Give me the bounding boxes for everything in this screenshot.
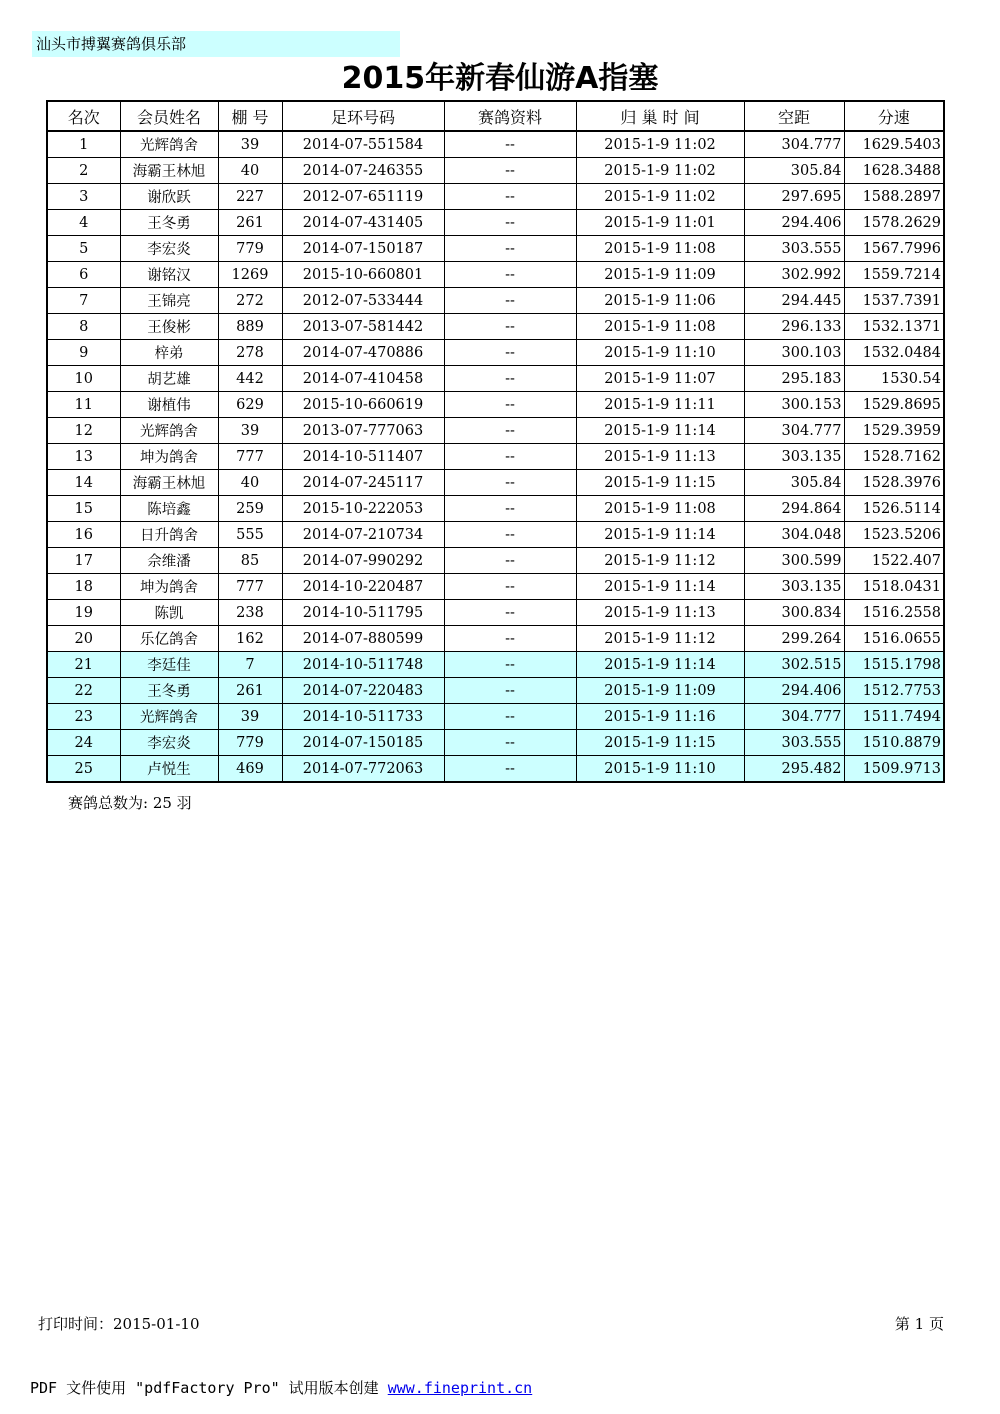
cell-ring-number: 2014-10-220487 (282, 574, 444, 600)
cell-rank: 13 (47, 444, 120, 470)
cell-pigeon-info: -- (444, 131, 576, 158)
cell-rank: 8 (47, 314, 120, 340)
cell-arrival-time: 2015-1-9 11:13 (576, 444, 744, 470)
cell-speed: 1515.1798 (844, 652, 944, 678)
cell-loft-number: 777 (218, 444, 282, 470)
cell-speed: 1528.3976 (844, 470, 944, 496)
cell-loft-number: 779 (218, 236, 282, 262)
cell-arrival-time: 2015-1-9 11:14 (576, 652, 744, 678)
cell-speed: 1559.7214 (844, 262, 944, 288)
cell-member-name: 李宏炎 (120, 236, 218, 262)
cell-distance: 295.183 (744, 366, 844, 392)
results-table (46, 100, 945, 783)
cell-rank: 17 (47, 548, 120, 574)
cell-loft-number: 227 (218, 184, 282, 210)
table-header-row (47, 101, 944, 131)
cell-ring-number: 2014-07-470886 (282, 340, 444, 366)
cell-arrival-time: 2015-1-9 11:08 (576, 496, 744, 522)
cell-ring-number: 2014-07-245117 (282, 470, 444, 496)
cell-rank: 20 (47, 626, 120, 652)
cell-ring-number: 2014-07-990292 (282, 548, 444, 574)
table-row (47, 574, 944, 600)
col-header-speed: 分速 (844, 101, 944, 131)
cell-arrival-time: 2015-1-9 11:14 (576, 418, 744, 444)
cell-pigeon-info: -- (444, 704, 576, 730)
cell-speed: 1529.8695 (844, 392, 944, 418)
cell-distance: 302.515 (744, 652, 844, 678)
cell-member-name: 梓弟 (120, 340, 218, 366)
cell-loft-number: 889 (218, 314, 282, 340)
cell-rank: 2 (47, 158, 120, 184)
cell-ring-number: 2014-07-431405 (282, 210, 444, 236)
cell-pigeon-info: -- (444, 496, 576, 522)
cell-pigeon-info: -- (444, 210, 576, 236)
cell-loft-number: 39 (218, 704, 282, 730)
cell-speed: 1510.8879 (844, 730, 944, 756)
cell-arrival-time: 2015-1-9 11:10 (576, 756, 744, 783)
cell-member-name: 李廷佳 (120, 652, 218, 678)
cell-distance: 302.992 (744, 262, 844, 288)
cell-ring-number: 2014-07-772063 (282, 756, 444, 783)
cell-loft-number: 1269 (218, 262, 282, 288)
cell-ring-number: 2013-07-777063 (282, 418, 444, 444)
cell-distance: 300.599 (744, 548, 844, 574)
cell-rank: 9 (47, 340, 120, 366)
cell-pigeon-info: -- (444, 678, 576, 704)
cell-ring-number: 2014-07-880599 (282, 626, 444, 652)
cell-arrival-time: 2015-1-9 11:14 (576, 522, 744, 548)
cell-speed: 1526.5114 (844, 496, 944, 522)
cell-member-name: 坤为鸽舍 (120, 444, 218, 470)
cell-member-name: 王俊彬 (120, 314, 218, 340)
cell-ring-number: 2014-07-246355 (282, 158, 444, 184)
cell-arrival-time: 2015-1-9 11:08 (576, 314, 744, 340)
cell-member-name: 王锦亮 (120, 288, 218, 314)
cell-distance: 294.864 (744, 496, 844, 522)
cell-distance: 294.406 (744, 210, 844, 236)
cell-speed: 1522.407 (844, 548, 944, 574)
cell-pigeon-info: -- (444, 522, 576, 548)
cell-distance: 304.777 (744, 704, 844, 730)
cell-distance: 303.135 (744, 574, 844, 600)
cell-pigeon-info: -- (444, 262, 576, 288)
cell-rank: 1 (47, 131, 120, 158)
table-row (47, 626, 944, 652)
table-row (47, 184, 944, 210)
page-title: 2015年新春仙游A指塞 (341, 61, 659, 96)
cell-rank: 11 (47, 392, 120, 418)
cell-speed: 1588.2897 (844, 184, 944, 210)
cell-pigeon-info: -- (444, 184, 576, 210)
cell-rank: 6 (47, 262, 120, 288)
cell-pigeon-info: -- (444, 366, 576, 392)
cell-distance: 303.555 (744, 730, 844, 756)
cell-speed: 1532.1371 (844, 314, 944, 340)
cell-ring-number: 2014-07-150185 (282, 730, 444, 756)
cell-distance: 304.048 (744, 522, 844, 548)
cell-rank: 15 (47, 496, 120, 522)
cell-loft-number: 261 (218, 678, 282, 704)
cell-arrival-time: 2015-1-9 11:02 (576, 184, 744, 210)
cell-arrival-time: 2015-1-9 11:12 (576, 626, 744, 652)
cell-pigeon-info: -- (444, 600, 576, 626)
table-row (47, 314, 944, 340)
cell-loft-number: 7 (218, 652, 282, 678)
col-header-rank: 名次 (47, 101, 120, 131)
table-row (47, 600, 944, 626)
cell-rank: 19 (47, 600, 120, 626)
page-number: 第 1 页 (894, 1315, 944, 1333)
cell-member-name: 海霸王林旭 (120, 158, 218, 184)
cell-arrival-time: 2015-1-9 11:11 (576, 392, 744, 418)
cell-ring-number: 2012-07-533444 (282, 288, 444, 314)
cell-ring-number: 2014-07-150187 (282, 236, 444, 262)
cell-loft-number: 777 (218, 574, 282, 600)
cell-pigeon-info: -- (444, 652, 576, 678)
cell-member-name: 乐亿鸽舍 (120, 626, 218, 652)
cell-rank: 10 (47, 366, 120, 392)
table-row (47, 496, 944, 522)
cell-pigeon-info: -- (444, 444, 576, 470)
cell-arrival-time: 2015-1-9 11:07 (576, 366, 744, 392)
cell-loft-number: 555 (218, 522, 282, 548)
cell-loft-number: 469 (218, 756, 282, 783)
cell-arrival-time: 2015-1-9 11:06 (576, 288, 744, 314)
col-header-arrival: 归 巢 时 间 (576, 101, 744, 131)
cell-member-name: 坤为鸽舍 (120, 574, 218, 600)
cell-arrival-time: 2015-1-9 11:02 (576, 158, 744, 184)
club-name: 汕头市搏翼赛鸽俱乐部 (32, 31, 400, 57)
table-row (47, 131, 944, 158)
cell-speed: 1529.3959 (844, 418, 944, 444)
cell-ring-number: 2014-10-511795 (282, 600, 444, 626)
table-row (47, 366, 944, 392)
cell-ring-number: 2014-10-511748 (282, 652, 444, 678)
cell-speed: 1509.9713 (844, 756, 944, 783)
cell-loft-number: 442 (218, 366, 282, 392)
cell-pigeon-info: -- (444, 340, 576, 366)
cell-arrival-time: 2015-1-9 11:09 (576, 262, 744, 288)
cell-loft-number: 238 (218, 600, 282, 626)
cell-arrival-time: 2015-1-9 11:13 (576, 600, 744, 626)
table-row (47, 210, 944, 236)
cell-ring-number: 2014-10-511733 (282, 704, 444, 730)
cell-speed: 1511.7494 (844, 704, 944, 730)
cell-arrival-time: 2015-1-9 11:08 (576, 236, 744, 262)
col-header-member: 会员姓名 (120, 101, 218, 131)
cell-speed: 1516.0655 (844, 626, 944, 652)
cell-member-name: 陈凯 (120, 600, 218, 626)
cell-arrival-time: 2015-1-9 11:02 (576, 131, 744, 158)
cell-distance: 305.84 (744, 470, 844, 496)
table-row (47, 392, 944, 418)
cell-speed: 1628.3488 (844, 158, 944, 184)
table-row (47, 730, 944, 756)
cell-distance: 305.84 (744, 158, 844, 184)
cell-ring-number: 2014-07-210734 (282, 522, 444, 548)
cell-member-name: 王冬勇 (120, 210, 218, 236)
cell-loft-number: 162 (218, 626, 282, 652)
cell-distance: 295.482 (744, 756, 844, 783)
cell-arrival-time: 2015-1-9 11:09 (576, 678, 744, 704)
cell-distance: 296.133 (744, 314, 844, 340)
pdf-creator-note (30, 1377, 532, 1398)
cell-speed: 1523.5206 (844, 522, 944, 548)
table-row (47, 262, 944, 288)
cell-ring-number: 2015-10-222053 (282, 496, 444, 522)
cell-rank: 16 (47, 522, 120, 548)
cell-member-name: 光辉鸽舍 (120, 704, 218, 730)
table-row (47, 756, 944, 783)
cell-pigeon-info: -- (444, 314, 576, 340)
cell-distance: 303.135 (744, 444, 844, 470)
cell-arrival-time: 2015-1-9 11:14 (576, 574, 744, 600)
cell-pigeon-info: -- (444, 730, 576, 756)
cell-member-name: 李宏炎 (120, 730, 218, 756)
cell-speed: 1516.2558 (844, 600, 944, 626)
cell-pigeon-info: -- (444, 236, 576, 262)
table-row (47, 236, 944, 262)
cell-member-name: 佘维潘 (120, 548, 218, 574)
cell-member-name: 谢欣跃 (120, 184, 218, 210)
cell-distance: 304.777 (744, 131, 844, 158)
cell-member-name: 光辉鸽舍 (120, 418, 218, 444)
cell-distance: 300.834 (744, 600, 844, 626)
cell-pigeon-info: -- (444, 392, 576, 418)
cell-speed: 1518.0431 (844, 574, 944, 600)
table-row (47, 652, 944, 678)
cell-pigeon-info: -- (444, 548, 576, 574)
cell-loft-number: 272 (218, 288, 282, 314)
total-count: 赛鸽总数为: 25 羽 (68, 794, 192, 812)
cell-ring-number: 2014-10-511407 (282, 444, 444, 470)
cell-member-name: 谢植伟 (120, 392, 218, 418)
cell-arrival-time: 2015-1-9 11:12 (576, 548, 744, 574)
table-row (47, 470, 944, 496)
cell-member-name: 胡艺雄 (120, 366, 218, 392)
cell-speed: 1512.7753 (844, 678, 944, 704)
table-row (47, 704, 944, 730)
cell-member-name: 王冬勇 (120, 678, 218, 704)
cell-pigeon-info: -- (444, 470, 576, 496)
cell-rank: 4 (47, 210, 120, 236)
cell-arrival-time: 2015-1-9 11:10 (576, 340, 744, 366)
cell-ring-number: 2015-10-660801 (282, 262, 444, 288)
cell-member-name: 光辉鸽舍 (120, 131, 218, 158)
cell-rank: 23 (47, 704, 120, 730)
pdf-note-text: PDF 文件使用 "pdfFactory Pro" 试用版本创建 (30, 1379, 388, 1397)
cell-rank: 12 (47, 418, 120, 444)
col-header-ring: 足环号码 (282, 101, 444, 131)
cell-arrival-time: 2015-1-9 11:01 (576, 210, 744, 236)
cell-pigeon-info: -- (444, 626, 576, 652)
table-row (47, 548, 944, 574)
cell-rank: 3 (47, 184, 120, 210)
cell-arrival-time: 2015-1-9 11:15 (576, 470, 744, 496)
cell-distance: 300.153 (744, 392, 844, 418)
table-row (47, 418, 944, 444)
cell-speed: 1629.5403 (844, 131, 944, 158)
cell-speed: 1530.54 (844, 366, 944, 392)
col-header-info: 赛鸽资料 (444, 101, 576, 131)
fineprint-link[interactable]: www.fineprint.cn (387, 1379, 533, 1397)
cell-speed: 1537.7391 (844, 288, 944, 314)
cell-rank: 18 (47, 574, 120, 600)
print-time: 打印时间：2015-01-10 (38, 1315, 200, 1333)
cell-rank: 14 (47, 470, 120, 496)
cell-speed: 1578.2629 (844, 210, 944, 236)
cell-ring-number: 2014-07-410458 (282, 366, 444, 392)
cell-member-name: 卢悦生 (120, 756, 218, 783)
cell-rank: 5 (47, 236, 120, 262)
cell-distance: 304.777 (744, 418, 844, 444)
cell-pigeon-info: -- (444, 418, 576, 444)
cell-loft-number: 39 (218, 131, 282, 158)
cell-rank: 24 (47, 730, 120, 756)
cell-ring-number: 2015-10-660619 (282, 392, 444, 418)
cell-distance: 294.406 (744, 678, 844, 704)
table-row (47, 444, 944, 470)
cell-distance: 299.264 (744, 626, 844, 652)
cell-loft-number: 629 (218, 392, 282, 418)
cell-arrival-time: 2015-1-9 11:16 (576, 704, 744, 730)
col-header-distance: 空距 (744, 101, 844, 131)
cell-distance: 297.695 (744, 184, 844, 210)
cell-distance: 303.555 (744, 236, 844, 262)
table-row (47, 678, 944, 704)
table-row (47, 288, 944, 314)
cell-member-name: 谢铭汉 (120, 262, 218, 288)
cell-pigeon-info: -- (444, 574, 576, 600)
cell-loft-number: 278 (218, 340, 282, 366)
cell-arrival-time: 2015-1-9 11:15 (576, 730, 744, 756)
cell-loft-number: 85 (218, 548, 282, 574)
cell-distance: 294.445 (744, 288, 844, 314)
cell-pigeon-info: -- (444, 288, 576, 314)
cell-ring-number: 2012-07-651119 (282, 184, 444, 210)
cell-ring-number: 2014-07-551584 (282, 131, 444, 158)
cell-rank: 21 (47, 652, 120, 678)
cell-member-name: 陈培鑫 (120, 496, 218, 522)
cell-ring-number: 2014-07-220483 (282, 678, 444, 704)
cell-rank: 22 (47, 678, 120, 704)
cell-loft-number: 259 (218, 496, 282, 522)
cell-member-name: 海霸王林旭 (120, 470, 218, 496)
cell-loft-number: 39 (218, 418, 282, 444)
cell-rank: 25 (47, 756, 120, 783)
cell-speed: 1532.0484 (844, 340, 944, 366)
cell-pigeon-info: -- (444, 756, 576, 783)
table-row (47, 340, 944, 366)
cell-loft-number: 40 (218, 158, 282, 184)
cell-loft-number: 779 (218, 730, 282, 756)
cell-pigeon-info: -- (444, 158, 576, 184)
cell-loft-number: 40 (218, 470, 282, 496)
cell-speed: 1528.7162 (844, 444, 944, 470)
cell-speed: 1567.7996 (844, 236, 944, 262)
cell-loft-number: 261 (218, 210, 282, 236)
cell-distance: 300.103 (744, 340, 844, 366)
cell-member-name: 日升鸽舍 (120, 522, 218, 548)
table-row (47, 158, 944, 184)
col-header-loft: 棚 号 (218, 101, 282, 131)
table-row (47, 522, 944, 548)
cell-ring-number: 2013-07-581442 (282, 314, 444, 340)
cell-rank: 7 (47, 288, 120, 314)
